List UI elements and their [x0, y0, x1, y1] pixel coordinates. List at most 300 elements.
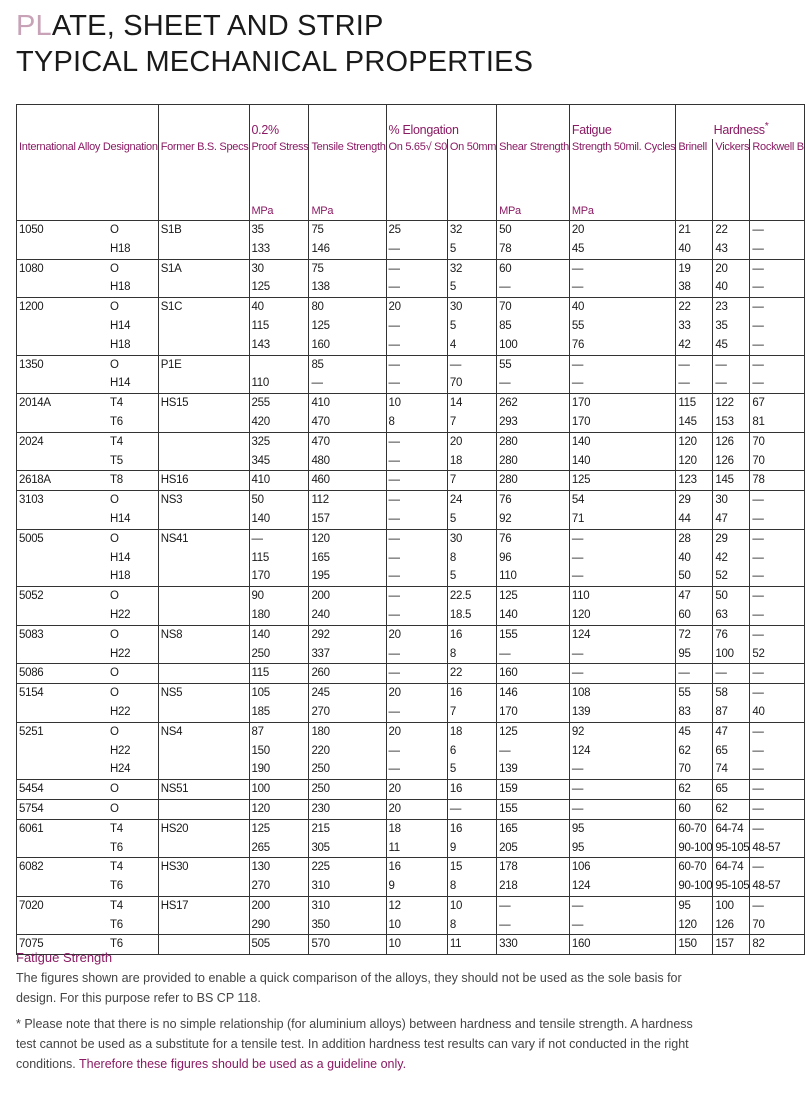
cell-former-spec: HS16	[158, 471, 249, 491]
cell-proof-stress: 185	[249, 703, 309, 722]
cell-shear-strength: 60	[497, 259, 570, 278]
cell-alloy: 5086	[17, 664, 108, 684]
cell-elongation-50mm: 18	[447, 452, 496, 471]
cell-elongation-50mm: 5	[447, 567, 496, 586]
cell-elongation-50mm: 4	[447, 336, 496, 355]
cell-elongation-50mm: 24	[447, 491, 496, 510]
cell-rockwell: —	[750, 317, 804, 336]
cell-vickers: 63	[713, 606, 750, 625]
header-hardness	[676, 105, 804, 140]
cell-brinell: 60	[676, 606, 713, 625]
header-fatigue-strength: Strength 50mil. Cycles	[569, 139, 675, 203]
cell-fatigue-strength: 76	[569, 336, 675, 355]
cell-alloy	[17, 703, 108, 722]
table-row	[17, 413, 805, 432]
header-proof-stress: Proof Stress	[249, 139, 309, 203]
cell-shear-strength: 70	[497, 298, 570, 317]
cell-tensile-strength: 470	[309, 413, 386, 432]
cell-rockwell: 81	[750, 413, 804, 432]
cell-brinell: 72	[676, 625, 713, 644]
table-row	[17, 664, 805, 684]
table-row	[17, 432, 805, 451]
cell-former-spec: NS41	[158, 529, 249, 548]
table-row	[17, 221, 805, 240]
cell-elongation-565: —	[386, 529, 447, 548]
cell-former-spec: S1A	[158, 259, 249, 278]
cell-elongation-565: —	[386, 240, 447, 259]
notes-para-2-emphasis: Therefore these figures should be used as a guideline only.	[79, 1057, 407, 1071]
cell-brinell: 95	[676, 896, 713, 915]
cell-shear-strength: —	[497, 645, 570, 664]
cell-elongation-565: 12	[386, 896, 447, 915]
cell-fatigue-strength: 170	[569, 394, 675, 413]
cell-elongation-565: 10	[386, 394, 447, 413]
header-shear-unit: MPa	[497, 203, 570, 221]
cell-vickers: 20	[713, 259, 750, 278]
cell-elongation-565: —	[386, 355, 447, 374]
cell-temper: O	[108, 799, 158, 819]
cell-tensile-strength: 75	[309, 259, 386, 278]
cell-elongation-50mm: 5	[447, 240, 496, 259]
cell-temper: O	[108, 355, 158, 374]
cell-brinell: 29	[676, 491, 713, 510]
table-row	[17, 819, 805, 838]
cell-temper: T8	[108, 471, 158, 491]
cell-fatigue-strength: 140	[569, 452, 675, 471]
cell-vickers: 62	[713, 799, 750, 819]
cell-elongation-50mm: 30	[447, 529, 496, 548]
cell-alloy	[17, 839, 108, 858]
cell-rockwell: —	[750, 549, 804, 568]
cell-tensile-strength: 310	[309, 877, 386, 896]
cell-tensile-strength: 180	[309, 722, 386, 741]
cell-proof-stress: 100	[249, 780, 309, 800]
header-blank-4	[309, 105, 386, 140]
cell-temper: O	[108, 491, 158, 510]
cell-tensile-strength: 157	[309, 510, 386, 529]
cell-proof-stress: 110	[249, 374, 309, 393]
cell-vickers: 43	[713, 240, 750, 259]
cell-brinell: 44	[676, 510, 713, 529]
cell-temper: T5	[108, 452, 158, 471]
cell-shear-strength: 262	[497, 394, 570, 413]
cell-vickers: 122	[713, 394, 750, 413]
cell-alloy: 5154	[17, 684, 108, 703]
cell-alloy	[17, 606, 108, 625]
cell-rockwell: —	[750, 510, 804, 529]
cell-shear-strength: —	[497, 916, 570, 935]
header-blank-3	[158, 105, 249, 140]
table-row	[17, 684, 805, 703]
cell-brinell: 19	[676, 259, 713, 278]
cell-proof-stress: 190	[249, 760, 309, 779]
cell-former-spec: S1B	[158, 221, 249, 240]
cell-temper: T4	[108, 394, 158, 413]
cell-brinell: 90-100	[676, 877, 713, 896]
header-elong-50mm-unit	[447, 203, 496, 221]
cell-brinell: 21	[676, 221, 713, 240]
cell-former-spec	[158, 587, 249, 606]
cell-temper: H18	[108, 567, 158, 586]
cell-shear-strength: 76	[497, 529, 570, 548]
cell-elongation-565: 20	[386, 722, 447, 741]
cell-brinell: 55	[676, 684, 713, 703]
cell-brinell: 40	[676, 549, 713, 568]
cell-rockwell: 70	[750, 452, 804, 471]
cell-vickers: 65	[713, 742, 750, 761]
cell-alloy	[17, 278, 108, 297]
notes-section	[16, 948, 696, 1080]
cell-elongation-565: —	[386, 664, 447, 684]
cell-elongation-50mm: 5	[447, 510, 496, 529]
cell-rockwell: 52	[750, 645, 804, 664]
cell-vickers: 153	[713, 413, 750, 432]
cell-brinell: 95	[676, 645, 713, 664]
header-designation: International Alloy Designation	[17, 139, 159, 221]
cell-proof-stress	[249, 355, 309, 374]
cell-temper: T4	[108, 432, 158, 451]
cell-proof-stress: 125	[249, 819, 309, 838]
cell-temper: H22	[108, 703, 158, 722]
cell-vickers: 157	[713, 935, 750, 955]
cell-elongation-50mm: 14	[447, 394, 496, 413]
cell-former-spec: HS17	[158, 896, 249, 915]
table-row	[17, 896, 805, 915]
cell-shear-strength: —	[497, 278, 570, 297]
cell-brinell: 42	[676, 336, 713, 355]
table-row	[17, 355, 805, 374]
cell-brinell: 40	[676, 240, 713, 259]
cell-alloy	[17, 742, 108, 761]
cell-elongation-565: 16	[386, 858, 447, 877]
cell-elongation-50mm: 7	[447, 471, 496, 491]
cell-elongation-50mm: 30	[447, 298, 496, 317]
header-hardness-mark: *	[764, 120, 769, 132]
cell-rockwell: 67	[750, 394, 804, 413]
cell-fatigue-strength: —	[569, 896, 675, 915]
cell-temper: O	[108, 587, 158, 606]
cell-alloy: 5454	[17, 780, 108, 800]
cell-alloy	[17, 510, 108, 529]
cell-elongation-50mm: 70	[447, 374, 496, 393]
cell-alloy: 2014A	[17, 394, 108, 413]
cell-shear-strength: 78	[497, 240, 570, 259]
cell-proof-stress: 420	[249, 413, 309, 432]
cell-temper: T6	[108, 877, 158, 896]
cell-elongation-565: —	[386, 336, 447, 355]
header-proof-top: 0.2%	[249, 105, 309, 140]
cell-tensile-strength: 410	[309, 394, 386, 413]
cell-temper: H14	[108, 510, 158, 529]
cell-rockwell: —	[750, 298, 804, 317]
cell-temper: O	[108, 780, 158, 800]
cell-tensile-strength: 350	[309, 916, 386, 935]
cell-elongation-565: —	[386, 760, 447, 779]
cell-rockwell: —	[750, 491, 804, 510]
cell-shear-strength: —	[497, 374, 570, 393]
cell-rockwell: —	[750, 336, 804, 355]
cell-shear-strength: 170	[497, 703, 570, 722]
cell-fatigue-strength: 124	[569, 742, 675, 761]
cell-brinell: 62	[676, 780, 713, 800]
cell-vickers: 50	[713, 587, 750, 606]
cell-tensile-strength: 337	[309, 645, 386, 664]
cell-fatigue-strength: 106	[569, 858, 675, 877]
cell-rockwell: —	[750, 625, 804, 644]
cell-alloy	[17, 760, 108, 779]
cell-shear-strength: 55	[497, 355, 570, 374]
cell-former-spec	[158, 799, 249, 819]
cell-brinell: 123	[676, 471, 713, 491]
cell-elongation-50mm: 16	[447, 684, 496, 703]
table-row	[17, 394, 805, 413]
cell-rockwell: —	[750, 896, 804, 915]
notes-para-1: The figures shown are provided to enable a quick comparison of the alloys, they should not be used as the sole basis for design. For this purpose refer to BS CP 118.	[16, 971, 682, 1005]
cell-rockwell: —	[750, 567, 804, 586]
cell-shear-strength: 125	[497, 722, 570, 741]
cell-former-spec: HS20	[158, 819, 249, 838]
cell-fatigue-strength: 95	[569, 839, 675, 858]
cell-elongation-50mm: 11	[447, 935, 496, 955]
cell-tensile-strength: 250	[309, 760, 386, 779]
table-row	[17, 799, 805, 819]
cell-elongation-50mm: 8	[447, 916, 496, 935]
cell-proof-stress: —	[249, 529, 309, 548]
cell-tensile-strength: 250	[309, 780, 386, 800]
cell-proof-stress: 180	[249, 606, 309, 625]
cell-alloy	[17, 645, 108, 664]
notes-heading: Fatigue Strength	[16, 950, 113, 965]
cell-former-spec	[158, 916, 249, 935]
header-tensile-strength: Tensile Strength	[309, 139, 386, 203]
cell-tensile-strength: 120	[309, 529, 386, 548]
cell-vickers: —	[713, 374, 750, 393]
header-fatigue-top: Fatigue	[569, 105, 675, 140]
cell-temper: H22	[108, 645, 158, 664]
cell-shear-strength: 139	[497, 760, 570, 779]
cell-elongation-50mm: 9	[447, 839, 496, 858]
cell-vickers: 47	[713, 722, 750, 741]
header-blank-1	[17, 105, 108, 140]
cell-tensile-strength: 80	[309, 298, 386, 317]
notes-para-2-text: * Please note that there is no simple relationship (for aluminium alloys) between hardness and tensile strength. A hardness test cannot be used as a substitute for a tensile test. In addition hardness test results can vary if not conducted in the right conditions.	[16, 1017, 693, 1071]
cell-alloy	[17, 240, 108, 259]
cell-brinell: 120	[676, 916, 713, 935]
cell-elongation-50mm: —	[447, 355, 496, 374]
cell-brinell: 62	[676, 742, 713, 761]
cell-elongation-565: —	[386, 510, 447, 529]
cell-former-spec	[158, 664, 249, 684]
table-row	[17, 317, 805, 336]
cell-temper: O	[108, 722, 158, 741]
cell-elongation-565: 20	[386, 799, 447, 819]
cell-temper: T4	[108, 896, 158, 915]
cell-shear-strength: 110	[497, 567, 570, 586]
cell-elongation-565: 20	[386, 780, 447, 800]
cell-fatigue-strength: 54	[569, 491, 675, 510]
cell-alloy: 2024	[17, 432, 108, 451]
cell-brinell: 115	[676, 394, 713, 413]
cell-tensile-strength: 480	[309, 452, 386, 471]
cell-rockwell: 82	[750, 935, 804, 955]
cell-rockwell: 78	[750, 471, 804, 491]
cell-alloy: 1200	[17, 298, 108, 317]
cell-elongation-50mm: 20	[447, 432, 496, 451]
cell-proof-stress: 140	[249, 510, 309, 529]
cell-rockwell: —	[750, 355, 804, 374]
cell-vickers: 35	[713, 317, 750, 336]
cell-brinell: 150	[676, 935, 713, 955]
cell-alloy: 1080	[17, 259, 108, 278]
table-row	[17, 722, 805, 741]
cell-proof-stress: 50	[249, 491, 309, 510]
cell-elongation-565: 18	[386, 819, 447, 838]
table-row	[17, 858, 805, 877]
cell-former-spec: HS15	[158, 394, 249, 413]
cell-vickers: 100	[713, 896, 750, 915]
cell-rockwell: —	[750, 374, 804, 393]
cell-tensile-strength: 160	[309, 336, 386, 355]
header-shear-strength: Shear Strength	[497, 139, 570, 203]
cell-elongation-565: —	[386, 317, 447, 336]
cell-brinell: 120	[676, 432, 713, 451]
cell-elongation-50mm: 18	[447, 722, 496, 741]
cell-temper: O	[108, 298, 158, 317]
cell-tensile-strength: 460	[309, 471, 386, 491]
table-row	[17, 760, 805, 779]
table-row	[17, 298, 805, 317]
cell-vickers: 74	[713, 760, 750, 779]
cell-elongation-565: —	[386, 278, 447, 297]
cell-temper: T6	[108, 916, 158, 935]
cell-brinell: 60-70	[676, 819, 713, 838]
cell-vickers: 126	[713, 452, 750, 471]
cell-former-spec	[158, 839, 249, 858]
cell-shear-strength: 165	[497, 819, 570, 838]
cell-temper: H14	[108, 374, 158, 393]
cell-elongation-50mm: 22	[447, 664, 496, 684]
cell-vickers: 45	[713, 336, 750, 355]
cell-elongation-50mm: 5	[447, 278, 496, 297]
cell-tensile-strength: 240	[309, 606, 386, 625]
header-proof-unit: MPa	[249, 203, 309, 221]
cell-temper: T6	[108, 413, 158, 432]
cell-tensile-strength: 245	[309, 684, 386, 703]
cell-fatigue-strength: —	[569, 259, 675, 278]
cell-vickers: 58	[713, 684, 750, 703]
cell-proof-stress: 87	[249, 722, 309, 741]
cell-rockwell: 48-57	[750, 839, 804, 858]
cell-tensile-strength: 310	[309, 896, 386, 915]
table-row	[17, 742, 805, 761]
cell-tensile-strength: 138	[309, 278, 386, 297]
cell-alloy	[17, 374, 108, 393]
cell-vickers: —	[713, 355, 750, 374]
cell-temper: H18	[108, 336, 158, 355]
cell-former-spec	[158, 413, 249, 432]
cell-brinell: —	[676, 374, 713, 393]
cell-fatigue-strength: —	[569, 529, 675, 548]
cell-rockwell: —	[750, 278, 804, 297]
cell-tensile-strength: 570	[309, 935, 386, 955]
cell-shear-strength: —	[497, 742, 570, 761]
cell-former-spec	[158, 317, 249, 336]
header-blank-5	[497, 105, 570, 140]
cell-elongation-50mm: 8	[447, 877, 496, 896]
cell-shear-strength: 92	[497, 510, 570, 529]
cell-elongation-565: —	[386, 259, 447, 278]
cell-vickers: 76	[713, 625, 750, 644]
cell-tensile-strength: —	[309, 374, 386, 393]
cell-alloy	[17, 413, 108, 432]
table-row	[17, 240, 805, 259]
cell-former-spec	[158, 510, 249, 529]
cell-fatigue-strength: 45	[569, 240, 675, 259]
cell-elongation-50mm: 5	[447, 317, 496, 336]
cell-alloy	[17, 567, 108, 586]
cell-shear-strength: 159	[497, 780, 570, 800]
cell-shear-strength: 205	[497, 839, 570, 858]
cell-vickers: 95-105	[713, 839, 750, 858]
cell-shear-strength: 50	[497, 221, 570, 240]
cell-former-spec	[158, 374, 249, 393]
cell-shear-strength: 155	[497, 625, 570, 644]
cell-tensile-strength: 225	[309, 858, 386, 877]
cell-alloy	[17, 452, 108, 471]
cell-fatigue-strength: 170	[569, 413, 675, 432]
cell-temper: T4	[108, 858, 158, 877]
cell-elongation-565: —	[386, 742, 447, 761]
cell-vickers: 42	[713, 549, 750, 568]
cell-vickers: 87	[713, 703, 750, 722]
cell-elongation-50mm: 32	[447, 221, 496, 240]
cell-brinell: —	[676, 664, 713, 684]
cell-alloy	[17, 317, 108, 336]
cell-alloy: 1050	[17, 221, 108, 240]
cell-brinell: 83	[676, 703, 713, 722]
cell-temper: O	[108, 664, 158, 684]
cell-elongation-565: —	[386, 645, 447, 664]
cell-former-spec	[158, 760, 249, 779]
cell-tensile-strength: 112	[309, 491, 386, 510]
table-row	[17, 703, 805, 722]
header-blank-2	[108, 105, 158, 140]
cell-brinell: 22	[676, 298, 713, 317]
cell-alloy	[17, 549, 108, 568]
cell-alloy	[17, 877, 108, 896]
cell-vickers: 64-74	[713, 819, 750, 838]
cell-shear-strength: 155	[497, 799, 570, 819]
header-fatigue-unit: MPa	[569, 203, 675, 221]
cell-temper: H14	[108, 549, 158, 568]
cell-alloy: 7020	[17, 896, 108, 915]
cell-proof-stress: 143	[249, 336, 309, 355]
cell-proof-stress: 325	[249, 432, 309, 451]
cell-vickers: 52	[713, 567, 750, 586]
cell-temper: O	[108, 529, 158, 548]
table-body	[17, 221, 805, 955]
header-tensile-unit: MPa	[309, 203, 386, 221]
cell-rockwell: —	[750, 529, 804, 548]
cell-temper: H22	[108, 606, 158, 625]
cell-fatigue-strength: —	[569, 374, 675, 393]
cell-proof-stress: 115	[249, 664, 309, 684]
cell-elongation-50mm: 10	[447, 896, 496, 915]
cell-vickers: 29	[713, 529, 750, 548]
cell-rockwell: —	[750, 858, 804, 877]
cell-tensile-strength: 270	[309, 703, 386, 722]
header-elong-50mm: On 50mm	[447, 139, 496, 203]
